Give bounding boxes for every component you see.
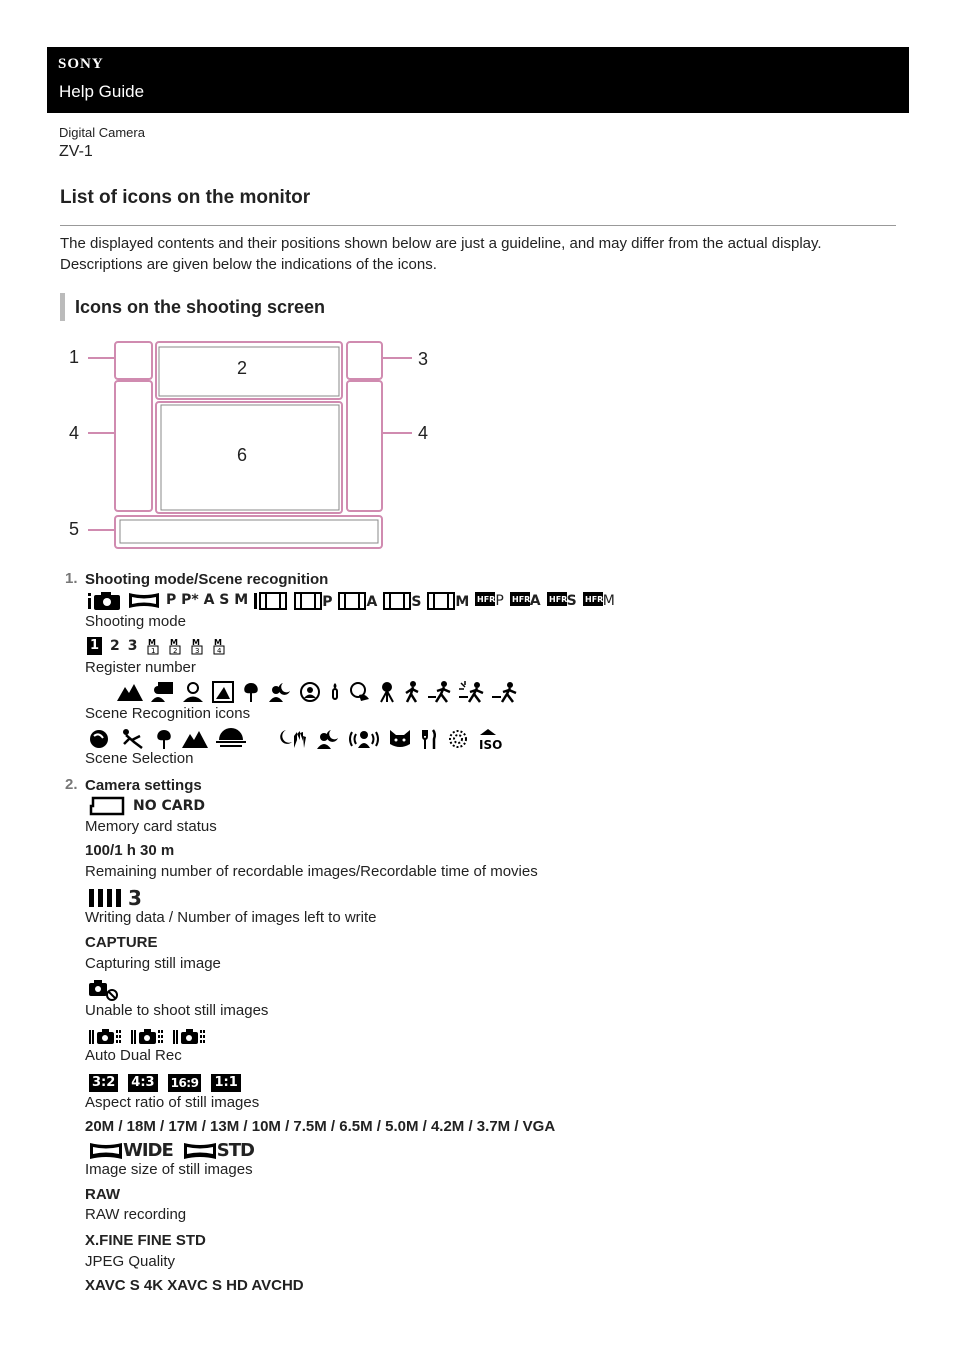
intelligent-movie-icon [254, 590, 288, 610]
movie-a-icon [338, 590, 377, 610]
file-format-values: XAVC S 4K XAVC S HD AVCHD [85, 1277, 304, 1294]
panorama-size-icons [89, 1140, 254, 1161]
low-light-icon [328, 681, 342, 703]
portrait-icon [181, 681, 205, 703]
night-scene-selection-icon [254, 728, 272, 750]
hfr-p-suffix: P [495, 593, 504, 609]
hfr-s-suffix: S [566, 593, 577, 609]
capture-text: CAPTURE [85, 934, 158, 951]
hfr-s-icon [547, 591, 577, 609]
movie-m-icon [427, 590, 469, 610]
sony-logo: SONY [58, 56, 104, 72]
memory-3-icon [190, 637, 204, 655]
remaining-count: 100/1 h 30 m [85, 842, 175, 859]
skin-softener-icon [88, 728, 112, 750]
section-heading: Icons on the shooting screen [60, 293, 325, 321]
landscape-icon [117, 681, 143, 703]
help-guide-label: Help Guide [59, 82, 145, 101]
aspect-16-9-icon: 16:9 [168, 1074, 202, 1092]
anti-motion-blur-icon [348, 728, 380, 750]
callout-4-right: 4 [418, 423, 429, 443]
svg-text:M: M [169, 638, 178, 647]
backlight-icon [212, 681, 234, 703]
walking-icon [403, 681, 421, 703]
product-model: ZV-1 [59, 143, 93, 160]
svg-text:M: M [147, 638, 156, 647]
svg-text:ISO: ISO [479, 738, 503, 752]
svg-text:2: 2 [172, 647, 178, 655]
auto-dual-rec-label: Auto Dual Rec [85, 1047, 182, 1064]
aspect-1-1-icon: 1:1 [211, 1074, 240, 1092]
raw-label: RAW recording [85, 1206, 187, 1223]
aspect-3-2-icon: 3:2 [89, 1074, 118, 1092]
movie-p-suffix: P [322, 594, 333, 610]
intro-line-2: Descriptions are given below the indications of the icons. [60, 256, 437, 273]
auto-dual-rec-capture-icon [173, 1026, 205, 1048]
panorama-std-text: STD [216, 1140, 254, 1161]
callout-6: 6 [237, 445, 248, 465]
svg-text:HFR: HFR [511, 595, 531, 604]
fireworks-icon [446, 728, 470, 750]
aspect-ratio-label: Aspect ratio of still images [85, 1094, 260, 1111]
register-3-icon: 3 [127, 638, 138, 654]
movie-s-suffix: S [411, 594, 422, 610]
movie-p-icon [294, 590, 332, 610]
callout-4-left: 4 [69, 423, 80, 443]
svg-text:1: 1 [150, 647, 156, 655]
layout-diagram-svg [60, 335, 429, 555]
gourmet-icon [420, 728, 438, 750]
memory-1-icon [146, 637, 160, 655]
item-heading: Camera settings [85, 777, 202, 794]
macro-icon [241, 681, 261, 703]
no-card-text: NO CARD [133, 798, 206, 814]
svg-text:M: M [213, 638, 222, 647]
mode-letters: P P* A S M [166, 592, 249, 608]
panorama-wide-text: WIDE [123, 1140, 173, 1161]
panorama-wide-icon [89, 1140, 173, 1161]
register-2-icon: 2 [110, 638, 120, 654]
write-count: 3 [128, 886, 142, 910]
moving-icon [428, 681, 452, 703]
hfr-p-icon [475, 591, 503, 609]
writing-label: Writing data / Number of images left to write [85, 909, 377, 926]
shooting-mode-label: Shooting mode [85, 613, 186, 630]
auto-dual-rec-icon [89, 1026, 121, 1048]
moving-dark-icon [492, 681, 518, 703]
register-number-icons [87, 637, 226, 655]
callout-2: 2 [237, 358, 248, 378]
image-size-values: 20M / 18M / 17M / 13M / 10M / 7.5M / 6.5M / 5.0M / 4.2M / 3.7M / VGA [85, 1118, 556, 1135]
memory-card-status-label: Memory card status [85, 818, 217, 835]
spotlight-icon [299, 681, 321, 703]
tripod-icon [378, 681, 396, 703]
unable-to-shoot-icon [89, 979, 119, 1001]
writing-data-icon [89, 886, 142, 910]
infant-icon [349, 681, 371, 703]
high-sensitivity-icon [478, 728, 506, 750]
night-portrait-scene-icon [316, 728, 340, 750]
movie-m-suffix: M [455, 594, 470, 610]
hfr-m-suffix: M [602, 593, 615, 609]
intelligent-auto-icon [88, 590, 122, 610]
svg-text:HFR: HFR [548, 595, 567, 604]
hfr-m-icon [583, 591, 615, 609]
register-number-label: Register number [85, 659, 196, 676]
intro-text [60, 233, 900, 275]
item-number: 2. [65, 776, 78, 793]
shooting-mode-icons [88, 590, 615, 610]
intro-line-1: The displayed contents and their positions shown below are just a guideline, and may differ from the actual display. [60, 235, 822, 252]
pet-icon [388, 728, 412, 750]
svg-text:M: M [191, 638, 200, 647]
title-divider [60, 225, 896, 226]
auto-dual-rec-icons [89, 1026, 205, 1048]
scene-recognition-icons [88, 681, 518, 703]
panorama-mode-icon [128, 590, 160, 610]
macro-scene-icon [154, 728, 174, 750]
landscape-scene-icon [182, 728, 208, 750]
night-portrait-icon [268, 681, 292, 703]
scene-recognition-label: Scene Recognition icons [85, 705, 251, 722]
svg-text:HFR: HFR [584, 595, 604, 604]
product-type: Digital Camera [59, 125, 145, 140]
night-scene-icon [88, 681, 110, 703]
screen-layout-diagram [60, 335, 429, 560]
jpeg-quality-label: JPEG Quality [85, 1253, 176, 1270]
aspect-4-3-icon: 4:3 [128, 1074, 157, 1092]
auto-dual-rec-standby-icon [131, 1026, 163, 1048]
page-header [47, 47, 909, 113]
memory-card-status [89, 796, 205, 816]
memory-card-icon [89, 796, 125, 816]
sports-action-icon [120, 728, 146, 750]
svg-text:3: 3 [194, 647, 200, 655]
item-number: 1. [65, 570, 78, 587]
memory-4-icon [212, 637, 226, 655]
svg-text:4: 4 [216, 647, 222, 655]
scene-selection-label: Scene Selection [85, 750, 194, 767]
memory-2-icon [168, 637, 182, 655]
aspect-ratio-icons [89, 1074, 241, 1092]
callout-5: 5 [69, 519, 80, 539]
register-1-icon: 1 [87, 637, 102, 655]
raw-text: RAW [85, 1186, 120, 1203]
movie-s-icon [383, 590, 421, 610]
handheld-twilight-icon [280, 728, 308, 750]
moving-bright-icon [459, 681, 485, 703]
movie-a-suffix: A [366, 594, 378, 610]
callout-1: 1 [69, 347, 80, 367]
hfr-a-icon [510, 591, 541, 609]
svg-text:HFR: HFR [477, 595, 496, 604]
image-size-label: Image size of still images [85, 1161, 253, 1178]
sunset-icon [216, 728, 246, 750]
callout-3: 3 [418, 349, 429, 369]
unable-label: Unable to shoot still images [85, 1002, 269, 1019]
hfr-a-suffix: A [529, 593, 541, 609]
jpeg-quality-values: X.FINE FINE STD [85, 1232, 206, 1249]
remaining-label: Remaining number of recordable images/Recordable time of movies [85, 863, 538, 880]
backlight-portrait-icon [150, 681, 174, 703]
page-title: List of icons on the monitor [60, 187, 311, 208]
capture-label: Capturing still image [85, 955, 221, 972]
scene-selection-icons [88, 728, 506, 750]
item-heading: Shooting mode/Scene recognition [85, 571, 329, 588]
panorama-std-icon [183, 1140, 254, 1161]
